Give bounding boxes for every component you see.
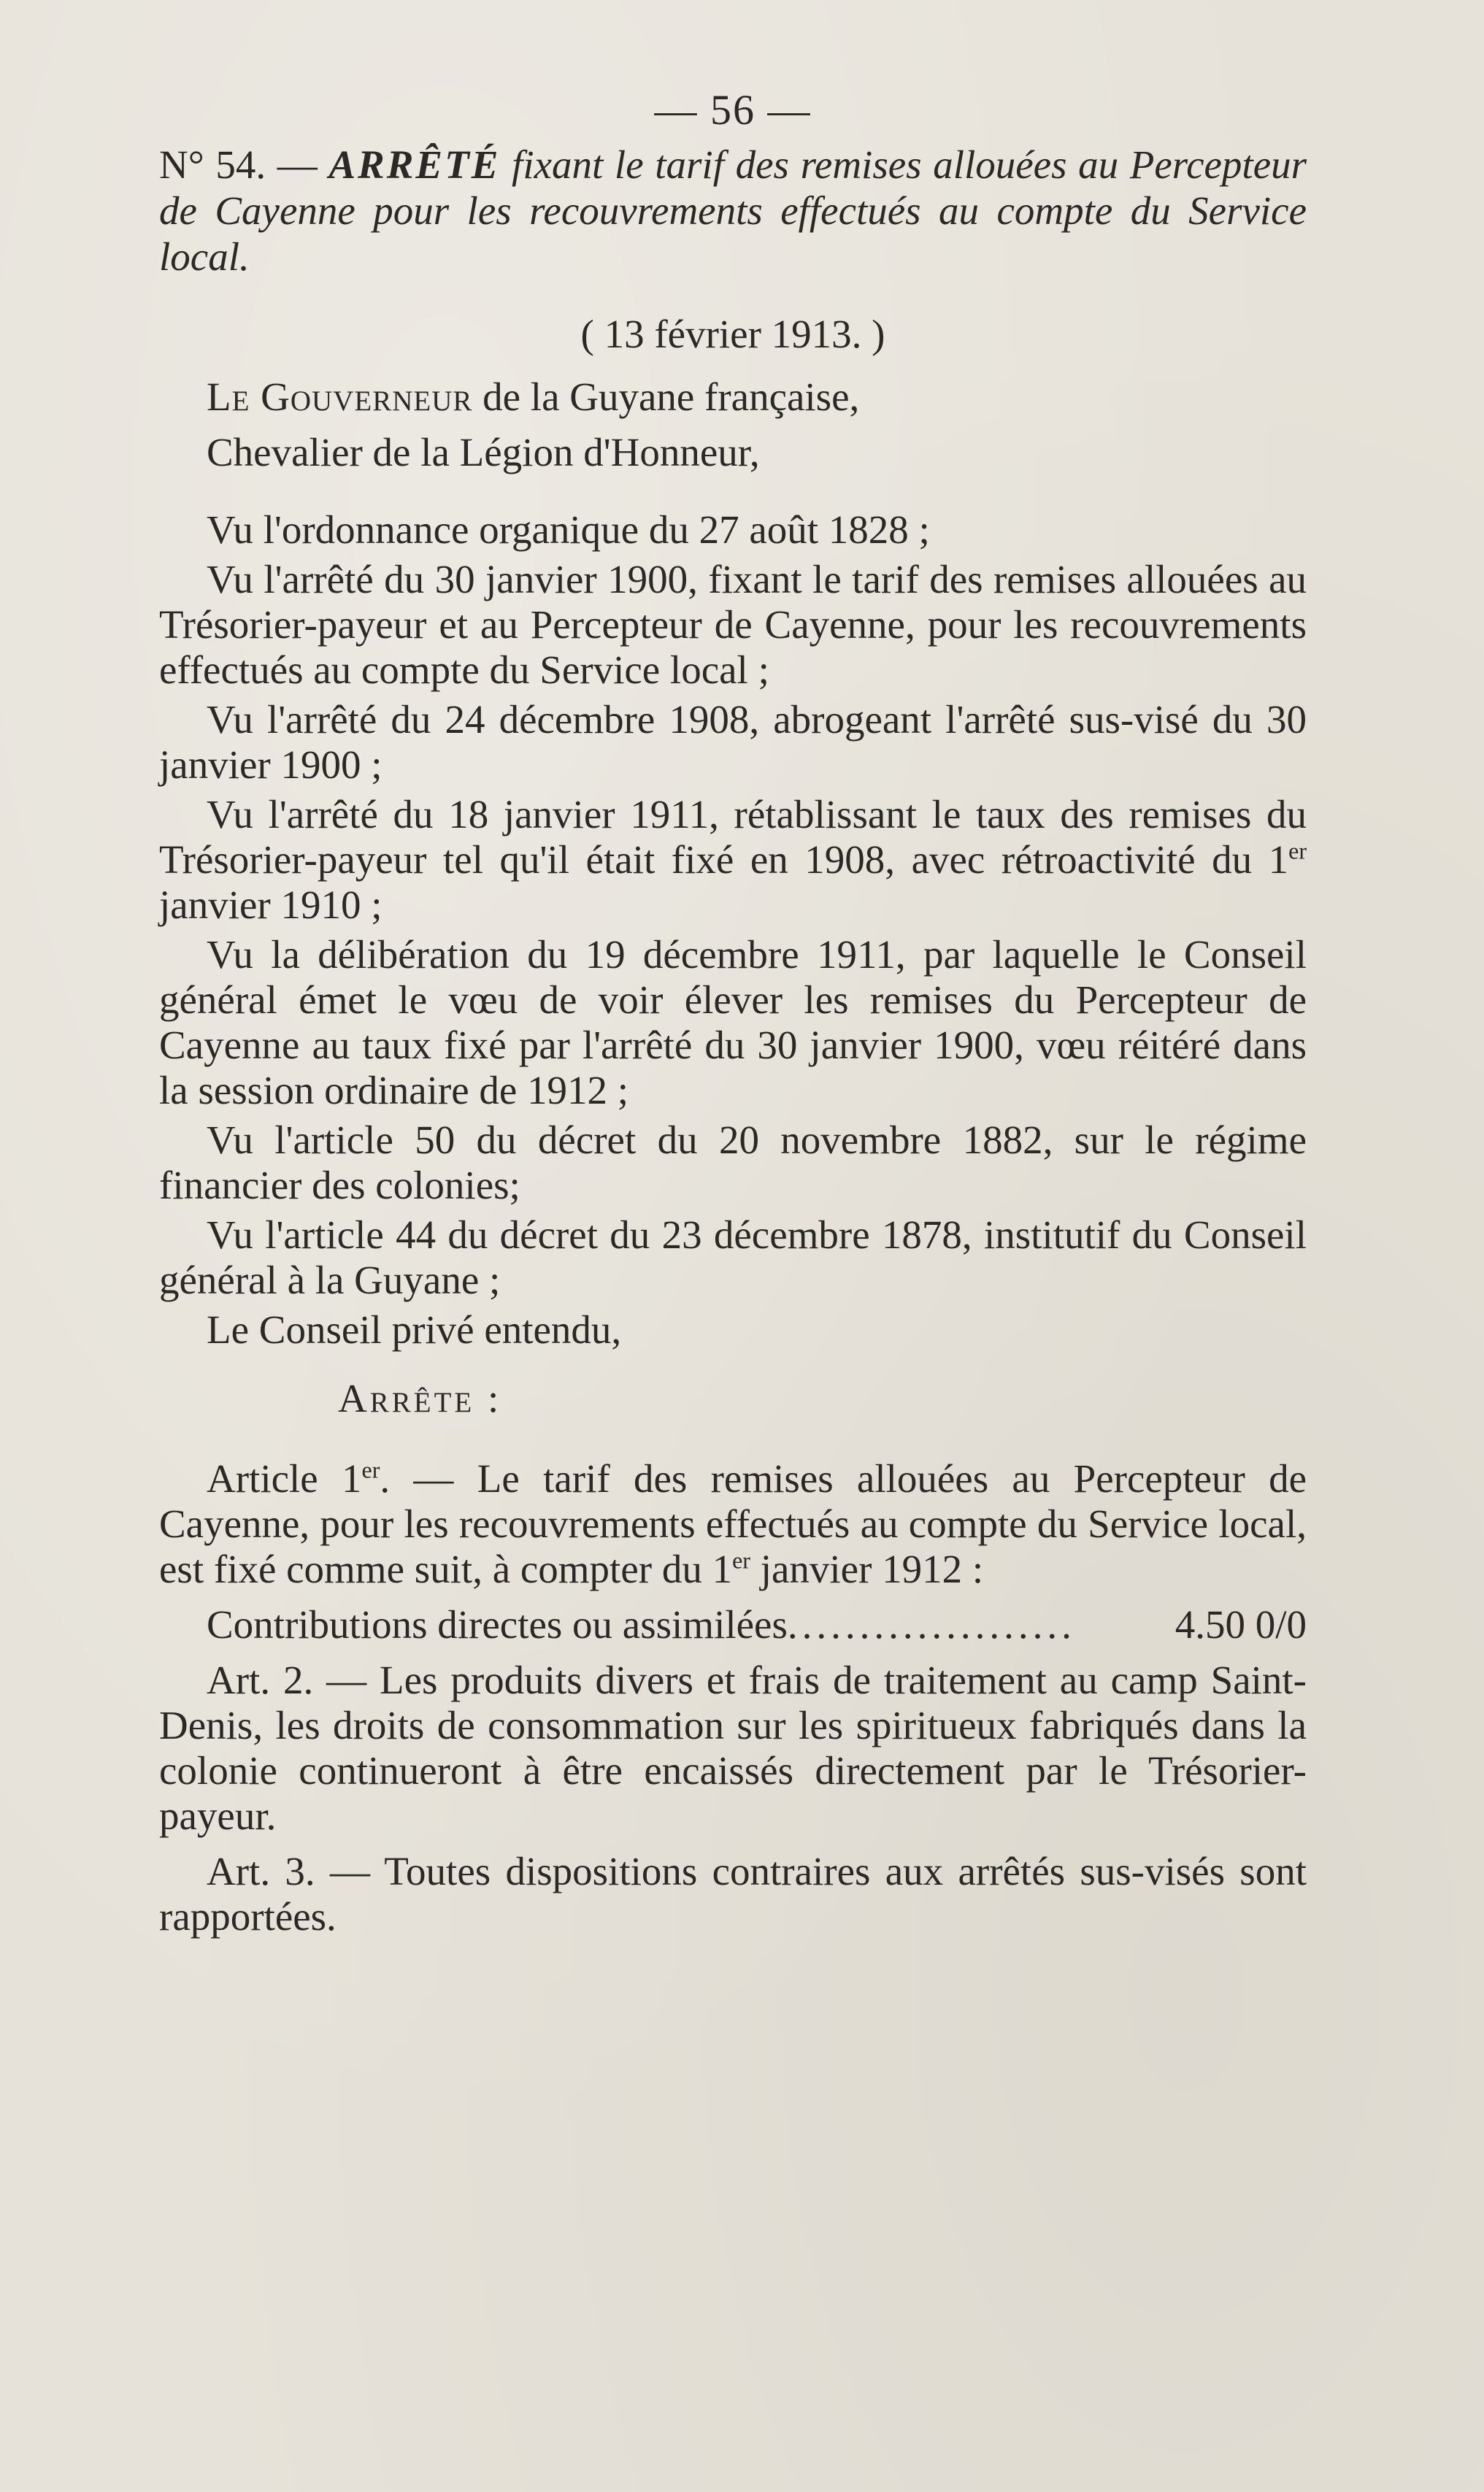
text-block — [159, 88, 1307, 1939]
page-number: — 56 — — [654, 86, 812, 134]
recital-4: Vu l'arrêté du 18 janvier 1911, rétablissant le taux des remises du Trésorier-payeur tel qu'il était fixé en 1908, avec rétroactivité du 1er janvier 1910 ; — [159, 792, 1307, 927]
article-1 — [159, 1456, 1307, 1592]
tariff-leader: .................... — [787, 1602, 1076, 1647]
article-2 — [159, 1658, 1307, 1839]
decree-heading-caps: ARRÊTÉ — [328, 142, 501, 187]
recital-5: Vu la délibération du 19 décembre 1911, par laquelle le Conseil général émet le vœu de voir élever les remises du Percepteur de Cayenne au taux fixé par l'arrêté du 30 janvier 1900, vœu réitéré dans la session ordinaire de 1912 ; — [159, 932, 1307, 1112]
recital-6: Vu l'article 50 du décret du 20 novembre 1882, sur le régime financier des colonies; — [159, 1118, 1307, 1207]
article-1-text: Le tarif des remises allouées au Percepteur de Cayenne, pour les recouvrements effectués au compte du Service local, est fixé comme suit, à compter du 1er janvier 1912 : — [159, 1456, 1307, 1591]
article-3-text: Toutes dispositions contraires aux arrêtés sus-visés sont rapportées. — [159, 1849, 1307, 1939]
issuer-line-1 — [159, 374, 1307, 420]
decree-heading-rest: fixant le tarif des remises allouées au Percepteur de Cayenne pour les recouvrements effectués au compte du Service local. — [159, 142, 1307, 279]
issuer-line-2: Chevalier de la Légion d'Honneur, — [207, 430, 760, 474]
document-title — [159, 142, 1307, 280]
article-3-label: Art. 3. — — [207, 1849, 370, 1893]
recital-2: Vu l'arrêté du 30 janvier 1900, fixant le tarif des remises allouées au Trésorier-payeur et au Percepteur de Cayenne, pour les recouvrements effectués au compte du Service local ; — [159, 557, 1307, 692]
recital-3: Vu l'arrêté du 24 décembre 1908, abrogeant l'arrêté sus-visé du 30 janvier 1900 ; — [159, 697, 1307, 787]
issuer-territory: de la Guyane française, — [483, 374, 860, 419]
recital-7: Vu l'article 44 du décret du 23 décembre 1878, institutif du Conseil général à la Guyane ; — [159, 1212, 1307, 1302]
tariff-row — [159, 1602, 1307, 1647]
decree-date: ( 13 février 1913. ) — [580, 312, 885, 356]
tariff-item: Contributions directes ou assimilées — [207, 1602, 788, 1647]
article-2-text: Les produits divers et frais de traitement au camp Saint-Denis, les droits de consommation sur les spiritueux fabriqués dans la colonie continueront à être encaissés directement par le Trésorier-payeur. — [159, 1658, 1307, 1838]
arrete-label: Arrête : — [338, 1376, 502, 1420]
decree-number: N° 54. — — [159, 142, 318, 187]
article-3 — [159, 1849, 1307, 1939]
issuer-title: Le Gouverneur — [207, 374, 473, 419]
recital-1: Vu l'ordonnance organique du 27 août 1828 ; — [207, 507, 930, 552]
recital-8: Le Conseil privé entendu, — [207, 1307, 622, 1352]
article-2-label: Art. 2. — — [207, 1658, 367, 1702]
tariff-rate: 4.50 0/0 — [1174, 1602, 1307, 1647]
article-1-label: Article 1er. — — [207, 1456, 454, 1501]
